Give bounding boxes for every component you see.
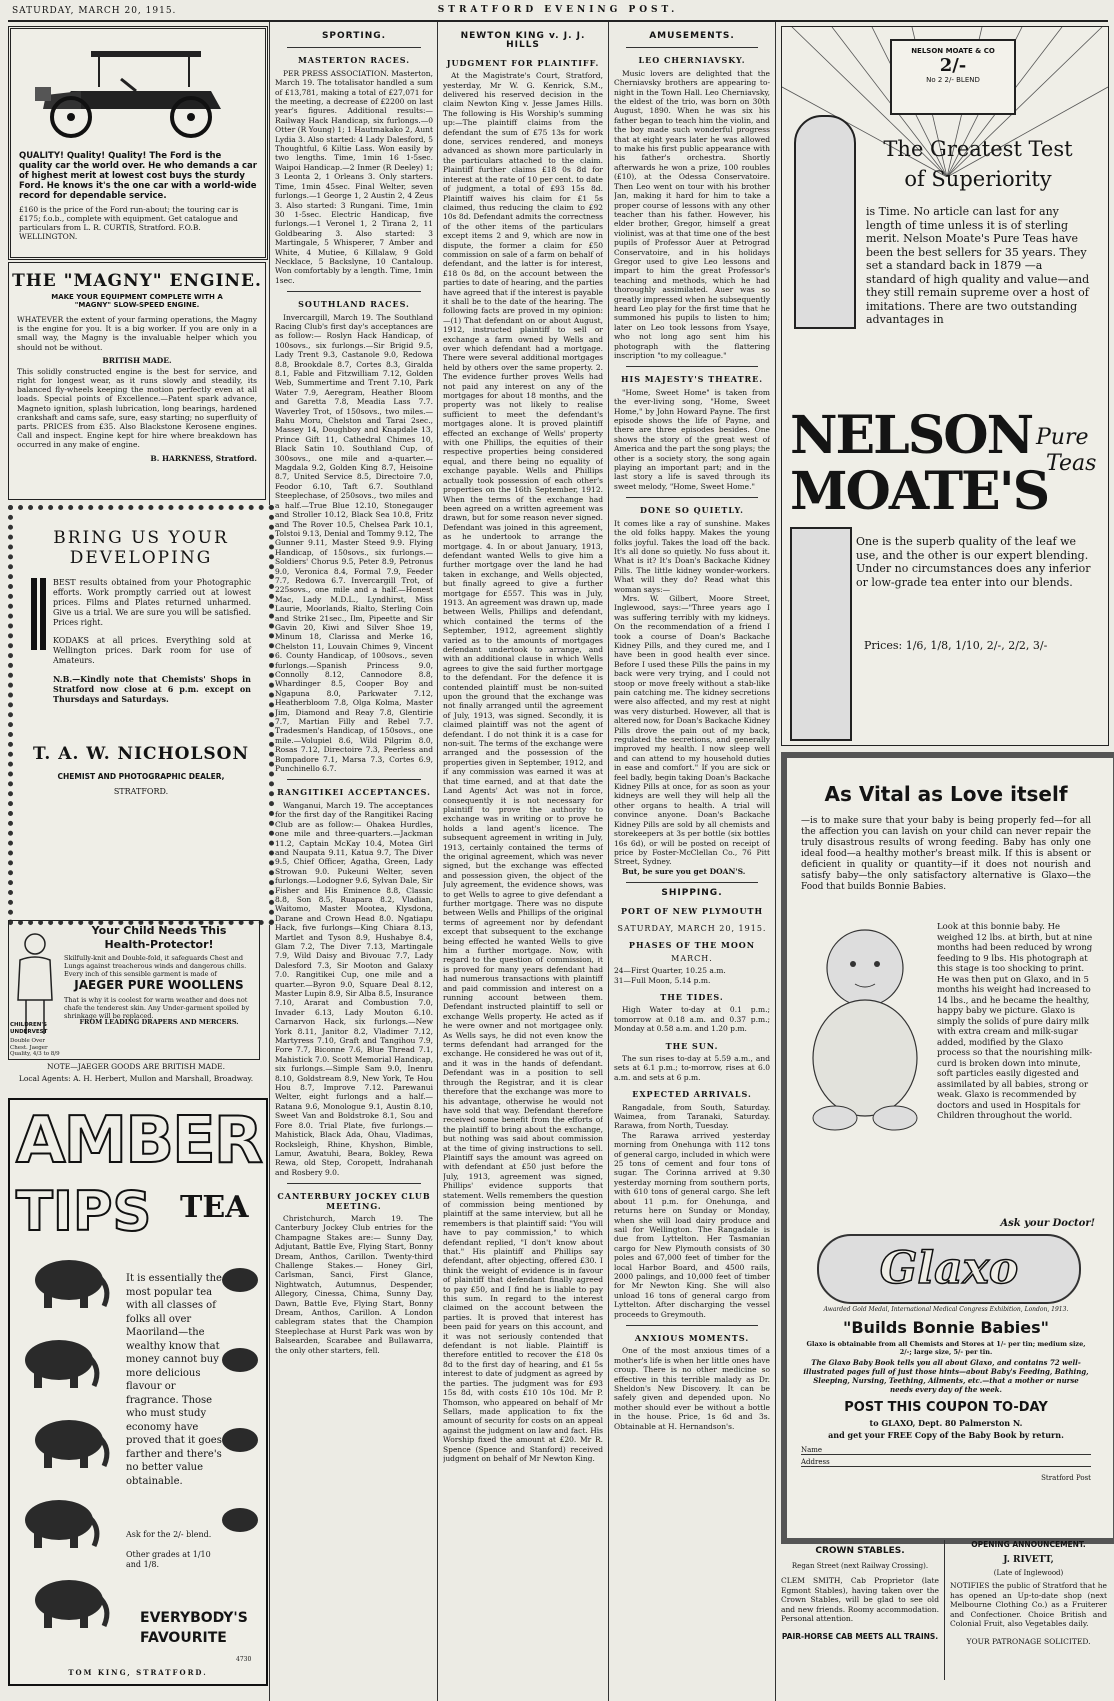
glaxo-slogan: "Builds Bonnie Babies": [843, 1318, 1049, 1337]
ford-body: £160 is the price of the Ford run-about; the touring car is £175; f.o.b., complete with equipment. Get catalogue and particulars from L. R. CURTIS, Stratford. F.O.B. WELLINGTON.: [19, 205, 239, 241]
amber-ask: Ask for the 2/- blend.: [126, 1530, 212, 1539]
tea-brand: TEA: [180, 1190, 249, 1225]
nelson-brand1: NELSON: [790, 405, 1033, 466]
moon-first-quarter: 24—First Quarter, 10.25 a.m.: [614, 966, 726, 976]
nelson-moate-advertisement: [781, 26, 1109, 746]
nicholson-title-line2: DEVELOPING: [69, 548, 213, 568]
nicholson-advertisement: [8, 505, 274, 925]
nicholson-para1: BEST results obtained from your Photographic efforts. Work promptly carried out at lowest prices. Films and Plates returned unharmed. Give us a trial. We are sure you will be satisfied. Prices right.: [53, 578, 251, 627]
rivett-footer: YOUR PATRONAGE SOLICITED.: [966, 1636, 1091, 1646]
jaeger-label: CHILDREN'S UNDERVEST: [10, 1022, 48, 1035]
ford-advertisement: [8, 26, 268, 260]
shipping-text: The Rarawa arrived yesterday morning from Onehunga with 112 tons of general cargo, included in which were 25 tons of cement and four tons of sugar. The Corinna arrived at 9.30 yesterday morning from southern ports, with 610 tons of general cargo. She left about 11 p.m. for Onehunga, and returns here on Sunday or Monday, when she will load dairy produce and sail for Wellington. The Rangadale is due from Lyttelton. Her Tasmanian cargo for New Plymouth consists of 30 poles and 67,000 feet of timber for the local Harbor Board, and 4500 rails, 2000 palings, and 10,000 feet of timber for Mr Newton King. She will also unload 16 tons of general cargo from Lyttelton. After discharging the vessel proceeds to Greymouth.: [614, 1130, 770, 1319]
crown-footer: PAIR-HORSE CAB MEETS ALL TRAINS.: [781, 1631, 939, 1641]
glaxo-logo-frame: [817, 1234, 1081, 1304]
glaxo-headline: As Vital as Love itself: [824, 782, 1068, 806]
elephants-right-illustration: [220, 1250, 260, 1550]
divider: [626, 47, 758, 48]
divider: [287, 779, 421, 780]
sporting-header: SPORTING.: [321, 31, 387, 41]
glaxo-obtain: Glaxo is obtainable from all Chemists and Stores at 1/- per tin; medium size, 2/-; large size, 5/- per tin.: [806, 1340, 1086, 1356]
tea-packet: [890, 39, 1016, 115]
rivett-late: (Late of Inglewood): [993, 1569, 1064, 1577]
decorative-bar: [40, 578, 46, 650]
masterton-text: PER PRESS ASSOCIATION. Masterton, March 19. The totalisator handled a sum of £13,781, making a total of £27,071 for the meeting, a decrease of £2200 on last year's figures. Additional results:—Railway Hack Handicap, six furlongs.—0 Otter (R Young) 1; 1 Hautmakako 2, Aunt Lydia 3. Also started: 4 Lady Dalesford, 5 Thoughtful, 6 Kiltie Lass. Won easily by two lengths. Time, 1min 16 1-5sec. Waipoi Handicap.—2 Inmer (R Deeley) 1; 3 Leonta 2, 1 Orleans 3. Only starters. Time, 1min 45sec. Final Welter, seven furlongs.—1 George 1, 2 Austin 2, 4 Zeus 3. Also started: 3 Rungani. Time, 1min 30 1-5sec. Electric Handicap, five furlongs.—1 Veronel 1, 2 Tirana 2, 11 Goldbearing 3. Also started: 3 Martingale, 5 Whisperer, 7 Amber and White, 4 Mutiee, 6 Killalaw, 9 Gold Necklace, 5 Backslyne, 10 Cantaloup. Won comfortably by a length. Time, 1min 1sec.: [275, 68, 433, 285]
decorative-pillar: [790, 527, 852, 741]
divider: [626, 366, 758, 367]
column-rule: [775, 22, 776, 1701]
packet-price: 2/-: [939, 55, 967, 76]
port-date: SATURDAY, MARCH 20, 1915.: [617, 923, 767, 933]
jaeger-headline1: Your Child Needs This: [91, 924, 227, 937]
port-name: PORT OF NEW PLYMOUTH: [621, 905, 763, 916]
column-rule: [437, 22, 438, 1701]
nelson-body2: One is the superb quality of the leaf we use, and the other is our expert blending. Under no circumstances does any inferior or low-grade tea enter into our blends.: [856, 535, 1091, 589]
court-text: At the Magistrate's Court, Stratford, yesterday, Mr W. G. Kenrick, S.M., delivered his reserved decision in the claim Newton King v. Jesse James Hills. The following is His Worship's summing up:—The plaintiff claims from the defendant the sum of £75 13s for work done, services rendered, and moneys advanced as shown more particularly in the particulars attached to the claim. Plaintiff further claims £18 0s 8d for interest at the rate of 10 per cent. to date of judgment, a total of £93 15s 8d. Plaintiff waives his claim for £1 5s claimed, thus reducing the claim to £92 10s 8d. Defendant admits the correctness of the other items of the particulars except items 2 and 9, which are now in dispute, the former a claim for £50 commission on sale of a farm on behalf of defendant, and the latter is for interest, £18 0s 8d, on the account between the parties to date of hearing, and the parties have agreed that if the interest is payable it shall be to the date of the hearing. The following facts are proved in my opinion:—(1) That defendant on or about August, 1912, instructed plaintiff to sell or exchange a farm owned by Wells and over which defendant had a mortgage. There were several additional mortgages held by others over the same property. 2. The evidence further proves Wells had not paid any interest on any of the mortgages for about 18 months, and the property was not likely to realise sufficient to meet the defendant's mortgages alone. It is proved plaintiff effected an exchange of Wells' property with one Phillips, the equities of their respective properties being considered equal, and there being no equality of exchange payable. Wells and Phillips actually took possession of each other's properties on the 16th September, 1912. When the terms of the exchange had been agreed on a written agreement was drawn, but for some reason never signed. Defendant was joined in this agreement, as he undertook to arrange the mortgage. 4. In or about January, 1913, defendant wanted Wells to give him a further mortgage over the land he had taken in exchange, and Wells objected, but finally agreed to give a further mortgage for £557. This was in July, 1913. An agreement was drawn up, made between Wells, Phillips and defendant, which contained the terms of the September, 1912, agreement slightly varied as to the amounts of mortgages defendant undertook to arrange, and with an additional clause in which Wells agrees to give the said further mortgage to the defendant. For the defence it is contended plaintiff must be non-suited upon the ground that the exchange was not finally arranged until the agreement of July, 1913, was signed. Secondly, it is claimed plaintiff was not the agent of defendant. I do not think it is a case for non-suit. The terms of the exchange were arranged and the possession of the properties given in September, 1912, and if any commission was earned it was at that time earned, and at that date the Land Agents' Act was not in force, consequently it is not necessary for plaintiff to prove the authority to exchange was in writing or to prove he holds a land agent's licence. The subsequent agreement in writing in July, 1913, certainly contained the terms of the original agreement, which was never signed, but the exchange was effected and possession given, the object of the July agreement, the evidence shows, was to get Wells to agree to give defendant a further mortgage. There was no dispute between Wells and Phillips of the original terms of agreement nor by defendant except that subsequent to the exchange being effected he wanted Wells to give him a further mortgage. Now, with regard to the question of commission, it is proved for many years defendant had had numerous transactions with plaintiff and paid commission and interest on a running account between them. Defendant instructed plaintiff to sell or exchange Wells property. He acted as if he were owner and not mortgagee only. As Wells says, he did not even know the terms defendant had arranged for the exchange. He considered he was out of it, and it was in the hands of defendant. Defendant was in a position to sell through the Registrar, and it is clear therefore that the exchange was more to his advantage, otherwise he would not have sold that way. Defendant therefore received some benefit from the efforts of the plaintiff to bring about the exchange, but nothing was said about commission at the time of giving instructions to sell. Plaintiff says the amount was agreed on with defendant at £50 just before the July, 1913, agreement was signed, Phillips' evidence supports that statement. Wells remembers the question of commission being mentioned by plaintiff at the same interview, but all he remembers is that plaintiff said: "You will have to pay commission," to which defendant replied, "I don't know about that." His plaintiff and Phillips say defendant, after objecting, offered £30. I think the weight of evidence is in favour of plaintiff that defendant finally agreed to pay £50, and I find he is liable to pay this sum. In regard to the interest claimed on the account between the parties. It is proved that interest has been paid for years on this account, and it was not seriously contended that defendant is not liable. Plaintiff is therefore entitled to recover the £18 0s 8d to the first day of hearing, and £1 5s interest to date of judgment as agreed by the parties. The judgment was for £93 15s 8d, with costs £10 10s 10d. Mr P. Thomson, who appeared on behalf of Mr Sellars, made application to fix the amount of security for costs on an appeal against the judgment on law and fact. His Worship fixed the amount at £20. Mr R. Spence (Spence and Stanford) received judgment on behalf of Mr Newton King.: [443, 71, 603, 1463]
jaeger-from: FROM LEADING DRAPERS AND MERCERS.: [79, 1018, 239, 1026]
divider: [626, 1325, 758, 1326]
arrivals-title: EXPECTED ARRIVALS.: [632, 1089, 752, 1100]
ford-car-illustration: [11, 29, 265, 147]
nelson-brand2: MOATE'S: [790, 461, 1049, 522]
court-column: [443, 26, 603, 1681]
glaxo-ask-doctor: Ask your Doctor!: [1000, 1218, 1095, 1229]
elephants-illustration: [14, 1250, 124, 1670]
done-tag: But, be sure you get DOAN'S.: [622, 866, 746, 876]
glaxo-coupon-body: and get your FREE Copy of the Baby Book by return.: [828, 1430, 1064, 1440]
masterton-title: MASTERTON RACES.: [297, 55, 410, 66]
magny-title: THE "MAGNY" ENGINE.: [12, 271, 262, 291]
done-text: Mrs. W. Gilbert, Moore Street, Inglewood, says:—"Three years ago I was suffering terribly with my kidneys. On the recommendation of a friend I took a course of Doan's Backache Kidney Pills, and they cured me, and I have been in good health ever since. Before I used these Pills the pains in my back were very trying, and I could not stoop or move freely without a stab-like pain catching me. The kidney secretions were also affected, and my rest at night was very disturbed. However, all that is altered now, for Doan's Backache Kidney Pills drove the pain out of my back, regulated the secretions, and generally improved my health. I now sleep well and can attend to my household duties in ease and comfort." If you are sick or feel badly, begin taking Doan's Backache Kidney Pills at once, for as soon as your kidneys are well they will help all the other organs to health. A trial will convince anyone. Doan's Backache Kidney Pills are sold by all chemists and storekeepers at 3s per bottle (six bottles 16s 6d), or will be posted on receipt of price by Foster-McClellan Co., 76 Pitt Street, Sydney.: [614, 593, 770, 867]
glaxo-coupon-to: to GLAXO, Dept. 80 Palmerston N.: [869, 1418, 1023, 1428]
canterbury-title: CANTERBURY JOCKEY CLUB MEETING.: [277, 1191, 431, 1211]
sporting-column: [275, 26, 433, 1681]
jaeger-agents: Local Agents: A. H. Herbert, Mullon and Marshall, Broadway.: [18, 1074, 254, 1083]
decorative-pillar: [794, 115, 856, 329]
moon-full: 31—Full Moon, 5.14 p.m.: [614, 975, 711, 985]
nicholson-para1-block: [31, 578, 251, 628]
ford-headline: QUALITY! Quality! Quality! The Ford is the quality car the world over. He who demands a car of highest merit at lowest cost buys the sturdy Ford. He knows it's the one car with a world-wide record for dependable service.: [19, 151, 257, 201]
arrivals-text: Rangadale, from South, Saturday. Waimea, from Taranaki, Saturday. Rarawa, from North, Tuesday.: [614, 1102, 770, 1131]
jaeger-note: NOTE—JAEGER GOODS ARE BRITISH MADE.: [47, 1062, 225, 1071]
magny-engine-advertisement: [8, 262, 266, 500]
masthead-paper-name: STRATFORD EVENING POST.: [437, 5, 679, 15]
amber-code: 4730: [236, 1656, 252, 1663]
tips-brand: TIPS: [16, 1180, 152, 1243]
shipping-header: SHIPPING.: [661, 888, 723, 899]
magny-subtitle: MAKE YOUR EQUIPMENT COMPLETE WITH A "MAGNY" SLOW-SPEED ENGINE.: [51, 293, 223, 309]
southland-title: SOUTHLAND RACES.: [298, 299, 410, 310]
jaeger-brand: JAEGER PURE WOOLLENS: [74, 978, 244, 992]
nicholson-trade: CHEMIST AND PHOTOGRAPHIC DEALER,: [57, 772, 225, 781]
column-rule: [944, 1540, 945, 1680]
amusements-column: [614, 26, 770, 1566]
jaeger-advertisement: [8, 920, 264, 1092]
nelson-pure: Pure: [1036, 425, 1089, 450]
glaxo-logo: Glaxo: [879, 1243, 1019, 1294]
amber-tagline1: EVERYBODY'S: [140, 1610, 248, 1626]
rivett-advertisement: [950, 1540, 1107, 1680]
nicholson-town: STRATFORD.: [113, 787, 169, 796]
amusements-header: AMUSEMENTS.: [649, 31, 735, 41]
majesty-text: "Home, Sweet Home" is taken from the ever-living song, "Home, Sweet Home," by John Howard Payne. The first episode shows the life of Payne, and there are three episodes besides. One shows the story of the great west of America and the part the song plays; the other is a society story, the song again playing an important part; and in the last story a life is saved through its sweet melody, "Home, Sweet Home.": [614, 387, 770, 491]
done-so-quietly-title: DONE SO QUIETLY.: [640, 505, 744, 516]
rangitikei-title: RANGITIKEI ACCEPTANCES.: [277, 787, 431, 798]
column-rule: [608, 22, 609, 1701]
majesty-title: HIS MAJESTY'S THEATRE.: [620, 374, 764, 385]
masthead: [8, 4, 1108, 22]
glaxo-name-label: Name: [801, 1446, 823, 1454]
glaxo-name-field[interactable]: [801, 1446, 1091, 1455]
nicholson-para2: KODAKS at all prices. Everything sold at Wellington prices. Dark room for use of Amateurs.: [53, 636, 251, 665]
divider: [287, 291, 421, 292]
glaxo-baby-book: The Glaxo Baby Book tells you all about Glaxo, and contains 72 well-illustrated pages full of just those hints—about Baby's Feeding, Bathing, Sleeping, Nursing, Teething, Ailments, etc.—that a mother or nurse needs every day of the week.: [803, 1358, 1089, 1394]
anxious-title: ANXIOUS MOMENTS.: [634, 1332, 750, 1343]
glaxo-coupon-title: POST THIS COUPON TO-DAY: [844, 1400, 1048, 1415]
divider: [287, 1183, 421, 1184]
divider: [287, 47, 421, 48]
rangitikei-text: Wanganui, March 19. The acceptances for the first day of the Rangitikei Racing Club are as follow:— Ohakea Hurdles, one mile and three-quarters.—Jackman 11.2, Captain McKay 10.4, Motea Girl and Naupata 9.11, Katua 9.7, The Diver 9.5, Chief Officer, Agatha, Green, Lady Strowan 9.0. Pukeuni Welter, seven furlongs.—Lodogner 9.6, Sylvan Dale, Sir Fisher and His Eminence 8.8, Classic 8.8, Son 8.5, Ruapara 8.2, Vladian, Waitomo, Master Mootea, Klysdona, Darane and Crown Head 8.0. Ngatiapu Hack, five furlongs—King Chiara 8.13, Martlet and Tyson 8.9, Hushabye 8.4, Glam 7.2, The Diver 7.13, Martingale 7.9, Wild Daisy and Bivouac 7.7, Lady Dalesford 7.3, Sir Mooton and Galaxy 7.0. Rangitikei Cup, one mile and a quarter.—Byron 9.0, Square Deal 8.12, Master Lupin 8.9, Sir Alba 8.5, Insurance 7.10, Ararat and Combustion 7.0, Invader 6.13, Lady Mouton 6.10. Carnarvon Hack, six furlongs.—New York 8.11, Janitor 8.2, Vladimer 7.12, Martyress 7.10, Graft and Tangihou 7.9, Fore 7.7, Biconne 7.6, Blue Thread 7.1, Mahistick 7.0. Scott Memorial Handicap, six furlongs.—Simple Sam 9.0, Inenru 8.10, Goldstream 8.9, New York, Te Hou Hou 8.7, Improve 7.12. Parewanui Welter, eight furlongs and a half.—Ratana 9.6, Monologue 9.1, Austin 8.10, Sweet Van and Boldstroke 8.1, Sou and Fore 8.0. Trial Plate, five furlongs.—Mahistick, Black Ada, Ohau, Vladimas, Rocksleigh, Rhine, Khyshon, Bimble, Lamur, Awatuhi, Beara, Bokley, Rewa Rewa, old Step, Coropett, Indrahanah and Rosbery 9.0.: [275, 800, 433, 1177]
packet-blend: No 2 2/- BLEND: [926, 76, 980, 84]
rivett-body: NOTIFIES the public of Stratford that he has opened an Up-to-date shop (next Melbourne Clothing Co.) as a Fruiterer and Confectioner. Choice British and Colonial Fruit, also Vegetables daily.: [950, 1581, 1107, 1628]
crown-title: CROWN STABLES.: [815, 1546, 905, 1556]
glaxo-address-label: Address: [801, 1458, 830, 1466]
glaxo-address-field[interactable]: [801, 1458, 1091, 1467]
sun-title: THE SUN.: [665, 1040, 719, 1051]
tides-title: THE TIDES.: [660, 991, 724, 1002]
amber-body: It is essentially the most popular tea with all classes of folks all over Maoriland—the wealthy know that money cannot buy more delicious flavour or fragrance. Those who must study economy have proved that it goes farther and there's no better value obtainable.: [126, 1273, 222, 1487]
amber-tagline2: FAVOURITE: [140, 1630, 227, 1646]
leo-text: Music lovers are delighted that the Cherniavsky brothers are appearing to-night in the Town Hall. Leo Cherniavsky, the eldest of the trio, was born on 30th August, 1890. When he was six his father began to teach him the violin, and the boy made such wonderful progress that at eight years later he was allowed to make his first public appearance with his father's orchestra. Shortly afterwards he won a prize, 100 roubles (£10), at the Odessa Conservatoire. Then Leo went on tour with his brother Jan, making it hard for him to take a proper course of lessons with any other teacher than his father. However, his elder brother, Gregor, himself a great violinist, was at that time one of the best pupils of Professor Auer at Petrograd Conservatoire, and in his holidays Gregor used to give Leo lessons and impart to him the great Professor's teaching and methods, which he had thoroughly assimilated. Auer was so greatly impressed when he subsequently heard Leo play for the first time that he summoned his pupils to listen to him; later on Leo took lessons from Ysaye, who not long ago sent him his photograph with the flattering inscription "to my colleague.": [614, 68, 770, 360]
jaeger-body: Skilfully-knit and Double-fold, it safeguards Chest and Lungs against treacherous winds and dangerous chills. Every inch of this sensible garment is made of: [64, 954, 247, 978]
crown-street: Regan Street (next Railway Crossing).: [791, 1562, 929, 1570]
amber-brand: AMBER: [16, 1104, 261, 1178]
glaxo-post-label: Stratford Post: [1041, 1474, 1091, 1482]
glaxo-baby-text: Look at this bonnie baby. He weighed 12 lbs. at birth, but at nine months had been reduced by wrong feeding to 9 lbs. His photograph at this stage is too shocking to print. He was then put on Glaxo, and in 5 months his weight had increased to 14 lbs., and he became the healthy, happy baby we picture. Glaxo is simply the solids of pure dairy milk with extra cream and milk-sugar added, modified by the Glaxo process so that the nourishing milk-curd is broken down into minute, soft particles easily digested and assimilated by all babies, strong or weak. Glaxo is recommended by doctors and used in Hospitals for Children throughout the world.: [937, 922, 1093, 1121]
bonnie-baby-illustration: [795, 918, 935, 1138]
canterbury-text: Christchurch, March 19. The Canterbury Jockey Club entries for the Champagne Stakes are:— Sunny Day, Adjutant, Battle Eve, Flying Start, Bonny Dream, Anthos, Carillon. Twenty-third Challenge Stakes.— Honey Girl, Carlsman, Sanci, First Glance, Nightwatch, Autumnus, Despender, Allegory, Cinessa, Chima, Sunny Day, Dawn, Battle Eve, Flying Start, Bonny Dream, Anthos, Carillon. A London cablegram states that the Champion Steeplechase at Hurst Park was won by Balsearden, Scarabee and Bullawarra, the only other starters, fell.: [275, 1213, 433, 1355]
jaeger-headline2: Health-Protector!: [104, 938, 214, 951]
nelson-headline2: of Superiority: [904, 167, 1052, 191]
nelson-prices: Prices: 1/6, 1/8, 1/10, 2/-, 2/2, 3/-: [864, 639, 1048, 652]
moon-month: MARCH.: [671, 953, 713, 963]
nelson-body: is Time. No article can last for any length of time unless it is of sterling merit. Nelson Moate's Pure Teas have been the best sellers for 35 years. They set a standard back in 1879 —a standard of high quality and value—and they still remain supreme over a host of imitations. There are two outstanding advantages in: [866, 205, 1090, 326]
decorative-bar: [31, 578, 37, 650]
crown-body: CLEM SMITH, Cab Proprietor (late Egmont Stables), having taken over the Crown Stables, will be glad to see old and new friends. Roomy accommodation. Personal attention.: [781, 1576, 939, 1623]
divider: [626, 497, 758, 498]
nicholson-title-line1: BRING US YOUR: [53, 528, 229, 548]
moon-title: PHASES OF THE MOON: [628, 940, 756, 951]
divider: [626, 882, 758, 883]
glaxo-body: —is to make sure that your baby is being properly fed—for all the affection you can lavish on your child can never repair the truly disastrous results of wrong feeding. Baby has only one ideal food—a healthy mother's breast milk. If this is absent or deficient in quality or quantity—if it does not nourish and satisfy baby—the only satisfactory alternative is Glaxo—the Food that builds Bonnie Babies.: [801, 816, 1091, 892]
rivett-header: OPENING ANNOUNCEMENT.: [971, 1540, 1086, 1549]
southland-text: Invercargill, March 19. The Southland Racing Club's first day's acceptances are as follow:— Roslyn Hack Handicap, of 100sovs., six furlongs.—Sir Brigid 9.5, Lady Trent 9.3, Castanole 9.0, Redowa 8.8, Brookdale 8.7, Cortes 8.3, Giralda 8.1, Fable and Fitzwilliam 7.12, Golden Web, Summertime and Trent 7.10, Park Water 7.9, Aeregram, Heather Bloom and Garetta 7.8, Meadia Lass 7.7. Waverley Trot, of 150sovs., two miles.—Bahu Moru, Chelston and Tarai 2sec., Massey 14, Doughboy and Knapdale 13, Prince Gift 11, Cathedral Chimes 10, Black Satin 10. Southland Cup, of 300sovs., one mile and a-quarter.—Magdala 9.2, Golden King 8.7, Heisoine 8.7, United Service 8.5, Directoire 7.0, Feodor 6.10, Taft 6.7. Southland Steeplechase, of 250sovs., two miles and a half.—True Blue 12.10, Stonegauger and Stroller 10.12, Black Sea 10.8, Fritz and The Rover 10.5, Chelsea Park 10.1, Tolstoi 9.13, Denial and Tommy 9.12, The Gunner 9.11, Master Steed 9.9. Flying Handicap, of 150sovs., six furlongs.—Soldiers' Chorus 9.5, Peter 8.9, Petronus 9.0, Veronica 8.4, Formal 7.9, Feeder 7.7, Redowa 6.7. Invercargill Trot, of 225sovs., one mile and a half.—Honest Mac, Lady M.D.L., Lyndhirst, Miss Laurie, Moorlands, Rialto, Sterling Coin and Strike 21sec., Ilm, Pipeette and Sir Gavin 20, Kiwi and Silver Shoe 19, Minum 18, Clarissa and Merke 16, Chelston 11, Louvain Chimes 9, Vincent 6. County Handicap, of 100sovs., seven furlongs.—Spanish Princess 9.0, Connolly 8.12, Cannodore 8.8, Whardinger 8.5, Cooper Boy and Ngapuna 8.0, Parkwater 7.12, Heatherbloom 7.8, Olga Kolma, Master Jim, Diamond and Reay 7.8, Glentirie 7.7, Martian Filly and Rebel 7.7. Tradesmen's Handicap, of 150sovs., one mile.—Volupiel 8.6, Wild Pilgrim 8.0, Rosas 7.12, Directoire 7.3, Peerless and Bompadore 7.1, Marsa 7.3, Cortes 6.9, Punchinello 6.7.: [275, 312, 433, 774]
packet-brand: NELSON MOATE & CO: [911, 47, 995, 55]
leo-title: LEO CHERNIAVSKY.: [638, 55, 746, 66]
crown-stables-advertisement: [781, 1540, 939, 1680]
sun-text: The sun rises to-day at 5.59 a.m., and sets at 6.1 p.m.; to-morrow, rises at 6.0 a.m. and sets at 6 p.m.: [614, 1054, 770, 1082]
amber-tips-tea-advertisement: [8, 1098, 268, 1686]
jaeger-body2: That is why it is coolest for warm weather and does not chafe the tenderest skin. Any Under-garment spoiled by shrinkage will be replaced.: [64, 996, 250, 1020]
nelson-teas: Teas: [1046, 451, 1097, 476]
glaxo-award: Awarded Gold Medal, International Medical Congress Exhibition, London, 1913.: [823, 1306, 1069, 1313]
nelson-headline1: The Greatest Test: [883, 137, 1073, 161]
masthead-date: SATURDAY, MARCH 20, 1915.: [12, 6, 177, 16]
tides-text: High Water to-day at 0.1 p.m.; tomorrow at 0.18 a.m. and 0.37 p.m.; Monday at 0.58 a.m. and 1.20 p.m.: [614, 1005, 770, 1034]
rivett-name: J. RIVETT,: [1003, 1555, 1054, 1565]
nicholson-para3: N.B.—Kindly note that Chemists' Shops in Stratford now close at 6 p.m. except on Thursdays and Saturdays.: [53, 674, 251, 704]
amber-footer: TOM KING, STRATFORD.: [68, 1668, 208, 1677]
magny-signature: B. HARKNESS, Stratford.: [150, 453, 257, 463]
amber-other-grades: Other grades at 1/10 and 1/8.: [126, 1550, 211, 1569]
magny-lead: WHATEVER the extent of your farming operations, the Magny is the engine for you. It is a big worker. If you are only in a small way, the Magny is the invaluable helper which you should not be without.: [17, 315, 257, 352]
anxious-text: One of the most anxious times of a mother's life is when her little ones have croup. There is no other medicine so effective in this terrible malady as Dr. Sheldon's New Discovery. It can be safely given and depended upon. No mother should ever be without a bottle in the house. Price, 1s 6d and 3s. Obtainable at H. Hernandson's.: [614, 1346, 770, 1431]
magny-body: This solidly constructed engine is the best for service, and right for longest wear, as it runs slowly and steadily, its balanced fly-wheels keeping the motion perfectly even at all loads. Special points of Excellence.—Patent spark advance, Magneto ignition, splash lubrication, long bearings, hardened crankshaft and cams safe, sure, easy starting; no superfluity of parts. PRICES from £35. Also Blackstone Kerosene engines. Call and inspect. Engine kept for hire where breakdown has occurred in any make of engine.: [17, 366, 257, 450]
glaxo-advertisement: [781, 752, 1114, 1544]
done-poem: It comes like a ray of sunshine. Makes the old folks happy. Makes the young folks joyful. Takes the load off the back. It's all done so quietly. No fuss about it. What is it? It's Doan's Backache Kidney Pills. The little kidney wonder-workers. What will they do? Read what this woman says:—: [614, 518, 770, 594]
court-header: NEWTON KING v. J. J. HILLS: [460, 31, 586, 51]
court-title: JUDGMENT FOR PLAINTIFF.: [446, 57, 600, 68]
jaeger-label2: Double Over Chest. Jaeger Quality, 4/3 to 8/9: [10, 1038, 60, 1057]
magny-british-made: BRITISH MADE.: [102, 355, 172, 365]
nicholson-name: T. A. W. NICHOLSON: [32, 744, 250, 764]
